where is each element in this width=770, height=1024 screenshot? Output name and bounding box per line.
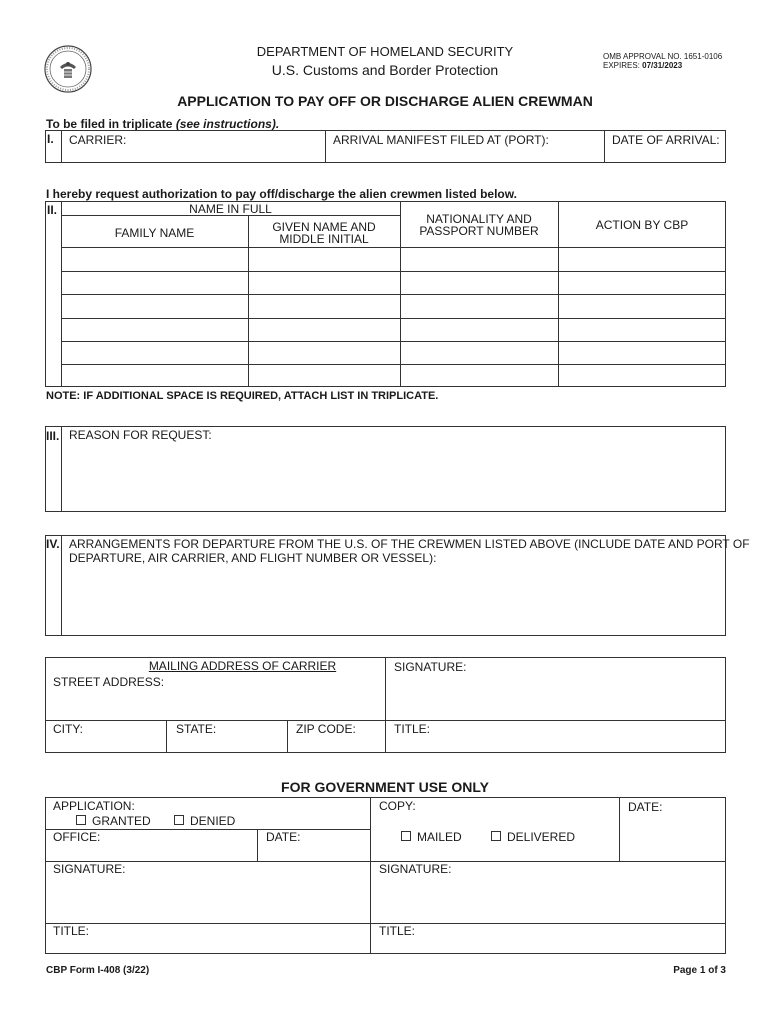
section-3-numeral: III. [46, 429, 60, 443]
table-row[interactable] [62, 272, 725, 293]
date-of-arrival-label: DATE OF ARRIVAL: [612, 133, 720, 147]
filed-text: To be filed in triplicate [46, 117, 173, 131]
request-statement: I hereby request authorization to pay off/discharge the alien crewmen listed below. [46, 187, 517, 201]
page-number: Page 1 of 3 [673, 965, 726, 976]
see-instructions: (see instructions). [175, 117, 280, 131]
government-use-heading: FOR GOVERNMENT USE ONLY [281, 779, 489, 795]
street-address-label: STREET ADDRESS: [53, 675, 165, 689]
gov-title-right-label: TITLE: [379, 924, 416, 938]
copy-date-field[interactable] [620, 814, 725, 860]
mailed-label: MAILED [417, 830, 462, 844]
copy-date-label: DATE: [628, 800, 663, 814]
section-2-numeral: II. [47, 203, 58, 217]
form-id: CBP Form I-408 (3/22) [46, 965, 150, 976]
reason-for-request-field[interactable] [62, 443, 725, 511]
gov-signature-left-field[interactable] [46, 876, 369, 922]
departure-arrangements-label-line1: ARRANGEMENTS FOR DEPARTURE FROM THE U.S. OF THE CREWMEN LISTED ABOVE (INCLUDE DATE AND PORT OF [69, 537, 750, 551]
carrier-signature-label: SIGNATURE: [394, 660, 467, 674]
date-of-arrival-field[interactable] [605, 147, 725, 162]
carrier-title-label: TITLE: [394, 722, 431, 736]
office-label: OFFICE: [53, 830, 101, 844]
zip-code-label: ZIP CODE: [296, 722, 356, 736]
gov-title-left-field[interactable] [46, 938, 369, 953]
office-date-field[interactable] [258, 844, 369, 860]
section-1-numeral: I. [47, 132, 54, 146]
name-in-full-header: NAME IN FULL [189, 202, 272, 216]
delivered-checkbox[interactable] [491, 831, 501, 841]
additional-space-note: NOTE: IF ADDITIONAL SPACE IS REQUIRED, ATTACH LIST IN TRIPLICATE. [46, 390, 439, 402]
mailed-checkbox[interactable] [401, 831, 411, 841]
street-address-field[interactable] [46, 690, 384, 719]
carrier-signature-field[interactable] [386, 675, 725, 719]
gov-signature-right-label: SIGNATURE: [379, 862, 452, 876]
zip-code-field[interactable] [288, 736, 384, 752]
nationality-header-line2: PASSPORT NUMBER [419, 224, 539, 238]
action-by-cbp-header: ACTION BY CBP [595, 218, 689, 232]
given-name-header-line2: MIDDLE INITIAL [279, 232, 369, 246]
table-row[interactable] [62, 365, 725, 386]
gov-signature-right-field[interactable] [371, 876, 725, 922]
section-4-numeral: IV. [46, 537, 60, 551]
family-name-header: FAMILY NAME [114, 226, 195, 240]
gov-title-left-label: TITLE: [53, 924, 90, 938]
arrival-manifest-label: ARRIVAL MANIFEST FILED AT (PORT): [333, 133, 549, 147]
given-name-header-line1: GIVEN NAME AND [272, 220, 376, 234]
expires-line [603, 61, 682, 71]
city-label: CITY: [53, 722, 84, 736]
granted-checkbox[interactable] [76, 815, 86, 825]
filed-in-triplicate [46, 117, 279, 131]
agency-name: U.S. Customs and Border Protection [271, 62, 499, 78]
omb-approval: OMB APPROVAL NO. 1651-0106 [603, 52, 723, 61]
dhs-seal-icon [44, 45, 92, 93]
state-field[interactable] [167, 736, 286, 752]
departure-arrangements-field[interactable] [62, 566, 725, 635]
gov-title-right-field[interactable] [371, 938, 725, 953]
reason-for-request-label: REASON FOR REQUEST: [69, 428, 212, 442]
office-field[interactable] [46, 844, 256, 860]
expires-label: EXPIRES: [603, 61, 640, 70]
copy-label: COPY: [379, 799, 416, 813]
application-label: APPLICATION: [53, 799, 135, 813]
table-row[interactable] [62, 319, 725, 340]
carrier-title-field[interactable] [386, 736, 725, 752]
carrier-field[interactable] [62, 147, 324, 162]
carrier-label: CARRIER: [69, 133, 127, 147]
form-title: APPLICATION TO PAY OFF OR DISCHARGE ALIEN CREWMAN [177, 93, 593, 109]
granted-label: GRANTED [92, 814, 151, 828]
office-date-label: DATE: [266, 830, 301, 844]
expires-date: 07/31/2023 [642, 61, 683, 70]
delivered-label: DELIVERED [507, 830, 576, 844]
table-row[interactable] [62, 295, 725, 317]
departure-arrangements-label-line2: DEPARTURE, AIR CARRIER, AND FLIGHT NUMBER OR VESSEL): [69, 551, 437, 565]
city-field[interactable] [46, 736, 165, 752]
gov-signature-left-label: SIGNATURE: [53, 862, 126, 876]
table-row[interactable] [62, 342, 725, 363]
table-row[interactable] [62, 248, 725, 270]
denied-label: DENIED [190, 814, 236, 828]
department-name: DEPARTMENT OF HOMELAND SECURITY [256, 44, 514, 59]
nationality-header-line1: NATIONALITY AND [426, 212, 532, 226]
denied-checkbox[interactable] [174, 815, 184, 825]
mailing-address-heading: MAILING ADDRESS OF CARRIER [148, 659, 337, 673]
arrival-manifest-field[interactable] [326, 147, 603, 162]
state-label: STATE: [176, 722, 217, 736]
